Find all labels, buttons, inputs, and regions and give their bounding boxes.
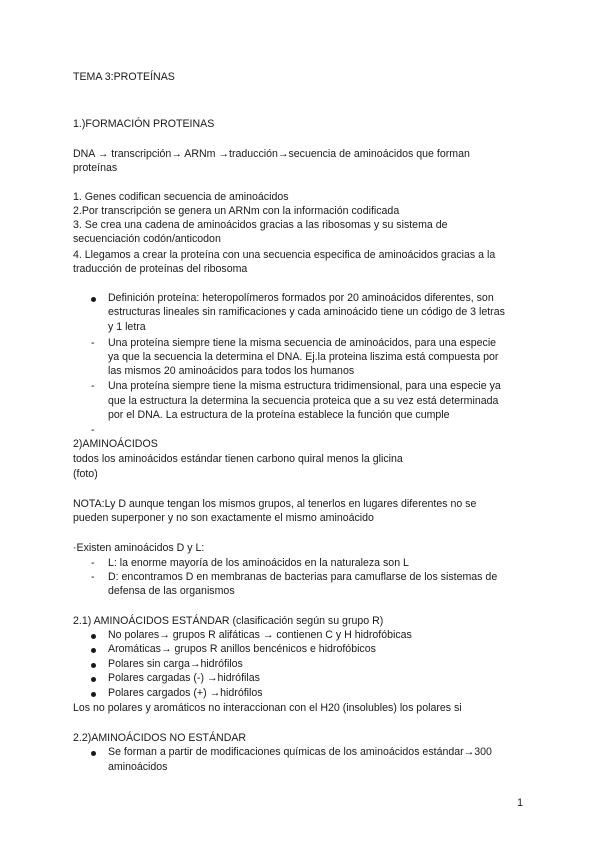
bullet-text: Se forman a partir de modificaciones químicas de los aminoácidos estándar→300	[108, 746, 492, 758]
step-line: 1. Genes codifican secuencia de aminoácidos	[73, 191, 289, 203]
bullet-marker	[91, 297, 96, 302]
dash-marker: -	[91, 380, 95, 392]
flow-line-2: proteínas	[73, 162, 118, 174]
bullet-marker	[91, 751, 96, 756]
dash-text: L: la enorme mayoría de los aminoácidos en la naturaleza son L	[108, 557, 409, 569]
bullet-marker	[91, 692, 96, 697]
bullet-text: Polares cargadas (-) →hidrófilas	[108, 672, 260, 684]
section-2-1-closing: Los no polares y aromáticos no interaccionan con el H20 (insolubles) los polares si	[73, 702, 462, 714]
dash-text: Una proteína siempre tiene la misma secuencia de aminoácidos, para una especie	[108, 337, 497, 349]
step-line: 3. Se crea una cadena de aminoácidos gracias a las ribosomas y su sistema de	[73, 219, 448, 231]
note-text: pueden superponer y no son exactamente el mismo aminoácido	[73, 512, 374, 524]
note-text: NOTA:Ly D aunque tengan los mismos grupos, al tenerlos en lugares diferentes no se	[73, 498, 477, 510]
flow-line-1: DNA → transcripción→ ARNm →traducción→secuencia de aminoácidos que forman	[73, 148, 470, 160]
step-line: secuenciación codón/anticodon	[73, 233, 221, 245]
dash-text: que la estructura la determina la secuencia proteica que a su vez está determinada	[108, 395, 499, 407]
section-2-text: (foto)	[73, 468, 98, 480]
section-2-heading: 2)AMINOÁCIDOS	[73, 438, 158, 450]
dash-text: defensa de las organismos	[108, 585, 235, 597]
dash-marker: -	[91, 571, 95, 583]
step-line: 2.Por transcripción se genera un ARNm con la información codificada	[73, 205, 400, 217]
bullet-text: estructuras lineales sin ramificaciones y cada aminoácido tiene un código de 3 letras	[108, 306, 505, 318]
exist-text: ·Existen aminoácidos D y L:	[73, 542, 205, 554]
dash-text: Una proteína siempre tiene la misma estructura tridimensional, para una especie ya	[108, 380, 501, 392]
bullet-marker	[91, 663, 96, 668]
bullet-marker	[91, 648, 96, 653]
document-title: TEMA 3:PROTEÍNAS	[73, 71, 175, 83]
section-2-1-heading: 2.1) AMINOÁCIDOS ESTÁNDAR (clasificación según su grupo R)	[73, 615, 384, 627]
bullet-text: Polares cargados (+) →hidrófilos	[108, 687, 263, 699]
step-line: traducción de proteínas del ribosoma	[73, 263, 248, 275]
bullet-marker	[91, 677, 96, 682]
dash-text: ya que la secuencia la determina el DNA. Ej.la proteina liszima está compuesta por	[108, 351, 499, 363]
section-2-2-heading: 2.2)AMINOÁCIDOS NO ESTÁNDAR	[73, 732, 247, 744]
bullet-text: No polares→ grupos R alifáticas → contienen C y H hidrofóbicas	[108, 629, 412, 641]
bullet-text: Polares sin carga→hidrófilos	[108, 658, 243, 670]
dash-marker: -	[91, 337, 95, 349]
dash-text: D: encontramos D en membranas de bacterias para camuflarse de los sistemas de	[108, 571, 498, 583]
step-line: 4. Llegamos a crear la proteína con una secuencia especifica de aminoácidos gracias a la	[73, 249, 496, 261]
bullet-text: aminoácidos	[108, 761, 168, 773]
dash-marker: -	[91, 424, 95, 436]
section-1-heading: 1.)FORMACIÓN PROTEINAS	[73, 118, 215, 130]
bullet-text: Definición proteína: heteropolímeros formados por 20 aminoácidos diferentes, son	[108, 292, 494, 304]
section-2-text: todos los aminoácidos estándar tienen carbono quiral menos la glicina	[73, 453, 403, 465]
bullet-text: Aromáticas→ grupos R anillos bencénicos e hidrofóbicos	[108, 643, 376, 655]
page-number: 1	[517, 797, 523, 809]
bullet-marker	[91, 634, 96, 639]
bullet-text: y 1 letra	[108, 321, 146, 333]
dash-text: las mismos 20 aminoácidos para todos los humanos	[108, 365, 355, 377]
dash-text: por el DNA. La estructura de la proteína establece la función que cumple	[108, 409, 450, 421]
dash-marker: -	[91, 557, 95, 569]
